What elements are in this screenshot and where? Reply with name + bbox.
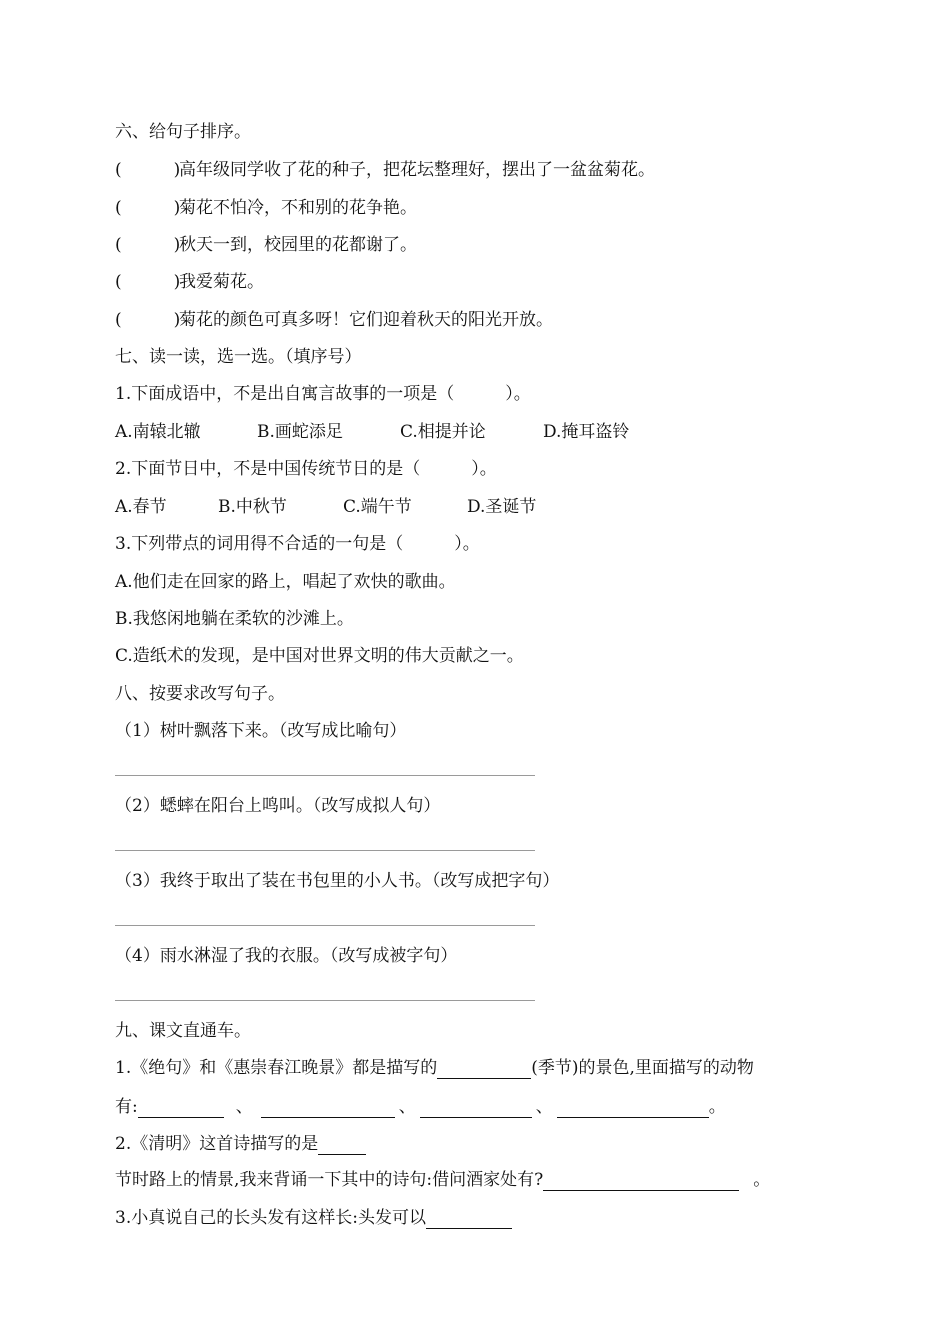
answer-paren[interactable]: ( ) [115, 160, 181, 180]
option-c[interactable]: C.端午节 [343, 497, 412, 517]
fill-blank[interactable] [437, 1060, 531, 1079]
section-6-heading: 六、给句子排序。 [115, 122, 251, 142]
rewrite-item-2: （2）蟋蟀在阳台上鸣叫。（改写成拟人句） [115, 796, 441, 816]
option-a[interactable]: A.南辕北辙 [115, 422, 201, 442]
question-7-3: 3.下列带点的词用得不合适的一句是（ ）。 [115, 534, 480, 554]
fill-blank[interactable] [557, 1099, 709, 1118]
question-7-2-options [115, 496, 536, 518]
answer-line[interactable] [115, 850, 535, 851]
answer-paren[interactable]: ( ) [115, 310, 181, 330]
option-b[interactable]: B.画蛇添足 [257, 422, 343, 442]
section-9-heading: 九、课文直通车。 [115, 1021, 251, 1041]
section-8-heading: 八、按要求改写句子。 [115, 684, 285, 704]
option-a[interactable]: A.春节 [115, 497, 167, 517]
fill-blank[interactable] [420, 1099, 532, 1118]
rewrite-item-1: （1）树叶飘落下来。（改写成比喻句） [115, 721, 407, 741]
option-b[interactable]: B.中秋节 [218, 497, 287, 517]
sort-item-text: 菊花的颜色可真多呀！它们迎着秋天的阳光开放。 [179, 310, 553, 330]
sort-item-3 [115, 234, 417, 256]
answer-line[interactable] [115, 1000, 535, 1001]
question-9-3: 3.小真说自己的长头发有这样长:头发可以 [115, 1207, 512, 1229]
question-9-1-line-2: 有: 、 、 、 。 [115, 1097, 726, 1117]
option-d[interactable]: D.掩耳盗铃 [543, 422, 630, 442]
answer-paren[interactable]: ( ) [115, 235, 181, 255]
question-7-3-option-b[interactable]: B.我悠闲地躺在柔软的沙滩上。 [115, 609, 354, 629]
question-9-2-line-2: 节时路上的情景,我来背诵一下其中的诗句:借问酒家处有? 。 [115, 1170, 771, 1190]
sort-item-4 [115, 271, 264, 293]
question-9-2-line-1: 2.《清明》这首诗描写的是 [115, 1133, 366, 1155]
answer-line[interactable] [115, 925, 535, 926]
sort-item-text: 秋天一到，校园里的花都谢了。 [179, 235, 417, 255]
option-c[interactable]: C.相提并论 [400, 422, 486, 442]
question-7-2: 2.下面节日中，不是中国传统节日的是（ ）。 [115, 459, 497, 479]
answer-paren[interactable]: ( ) [115, 272, 181, 292]
option-d[interactable]: D.圣诞节 [467, 497, 537, 517]
sort-item-text: 我爱菊花。 [179, 272, 264, 292]
rewrite-item-3: （3）我终于取出了装在书包里的小人书。（改写成把字句） [115, 871, 560, 891]
sort-item-2 [115, 197, 417, 219]
fill-blank[interactable] [138, 1099, 224, 1118]
fill-blank[interactable] [426, 1210, 512, 1229]
sort-item-5 [115, 309, 553, 331]
question-7-3-option-c[interactable]: C.造纸术的发现，是中国对世界文明的伟大贡献之一。 [115, 646, 524, 666]
question-7-1-options [115, 421, 629, 443]
fill-blank[interactable] [318, 1136, 366, 1155]
question-9-1-line-1: 1.《绝句》和《惠崇春江晚景》都是描写的 (季节)的景色,里面描写的动物 [115, 1058, 754, 1078]
sort-item-1 [115, 159, 655, 181]
answer-line[interactable] [115, 775, 535, 776]
sort-item-text: 菊花不怕冷，不和别的花争艳。 [179, 198, 417, 218]
rewrite-item-4: （4）雨水淋湿了我的衣服。（改写成被字句） [115, 946, 458, 966]
answer-paren[interactable]: ( ) [115, 198, 181, 218]
fill-blank[interactable] [543, 1172, 739, 1191]
section-7-heading: 七、读一读，选一选。（填序号） [115, 347, 362, 367]
sort-item-text: 高年级同学收了花的种子，把花坛整理好，摆出了一盆盆菊花。 [179, 160, 655, 180]
question-7-1: 1.下面成语中，不是出自寓言故事的一项是（ ）。 [115, 384, 531, 404]
fill-blank[interactable] [261, 1099, 395, 1118]
question-7-3-option-a[interactable]: A.他们走在回家的路上，唱起了欢快的歌曲。 [115, 572, 456, 592]
